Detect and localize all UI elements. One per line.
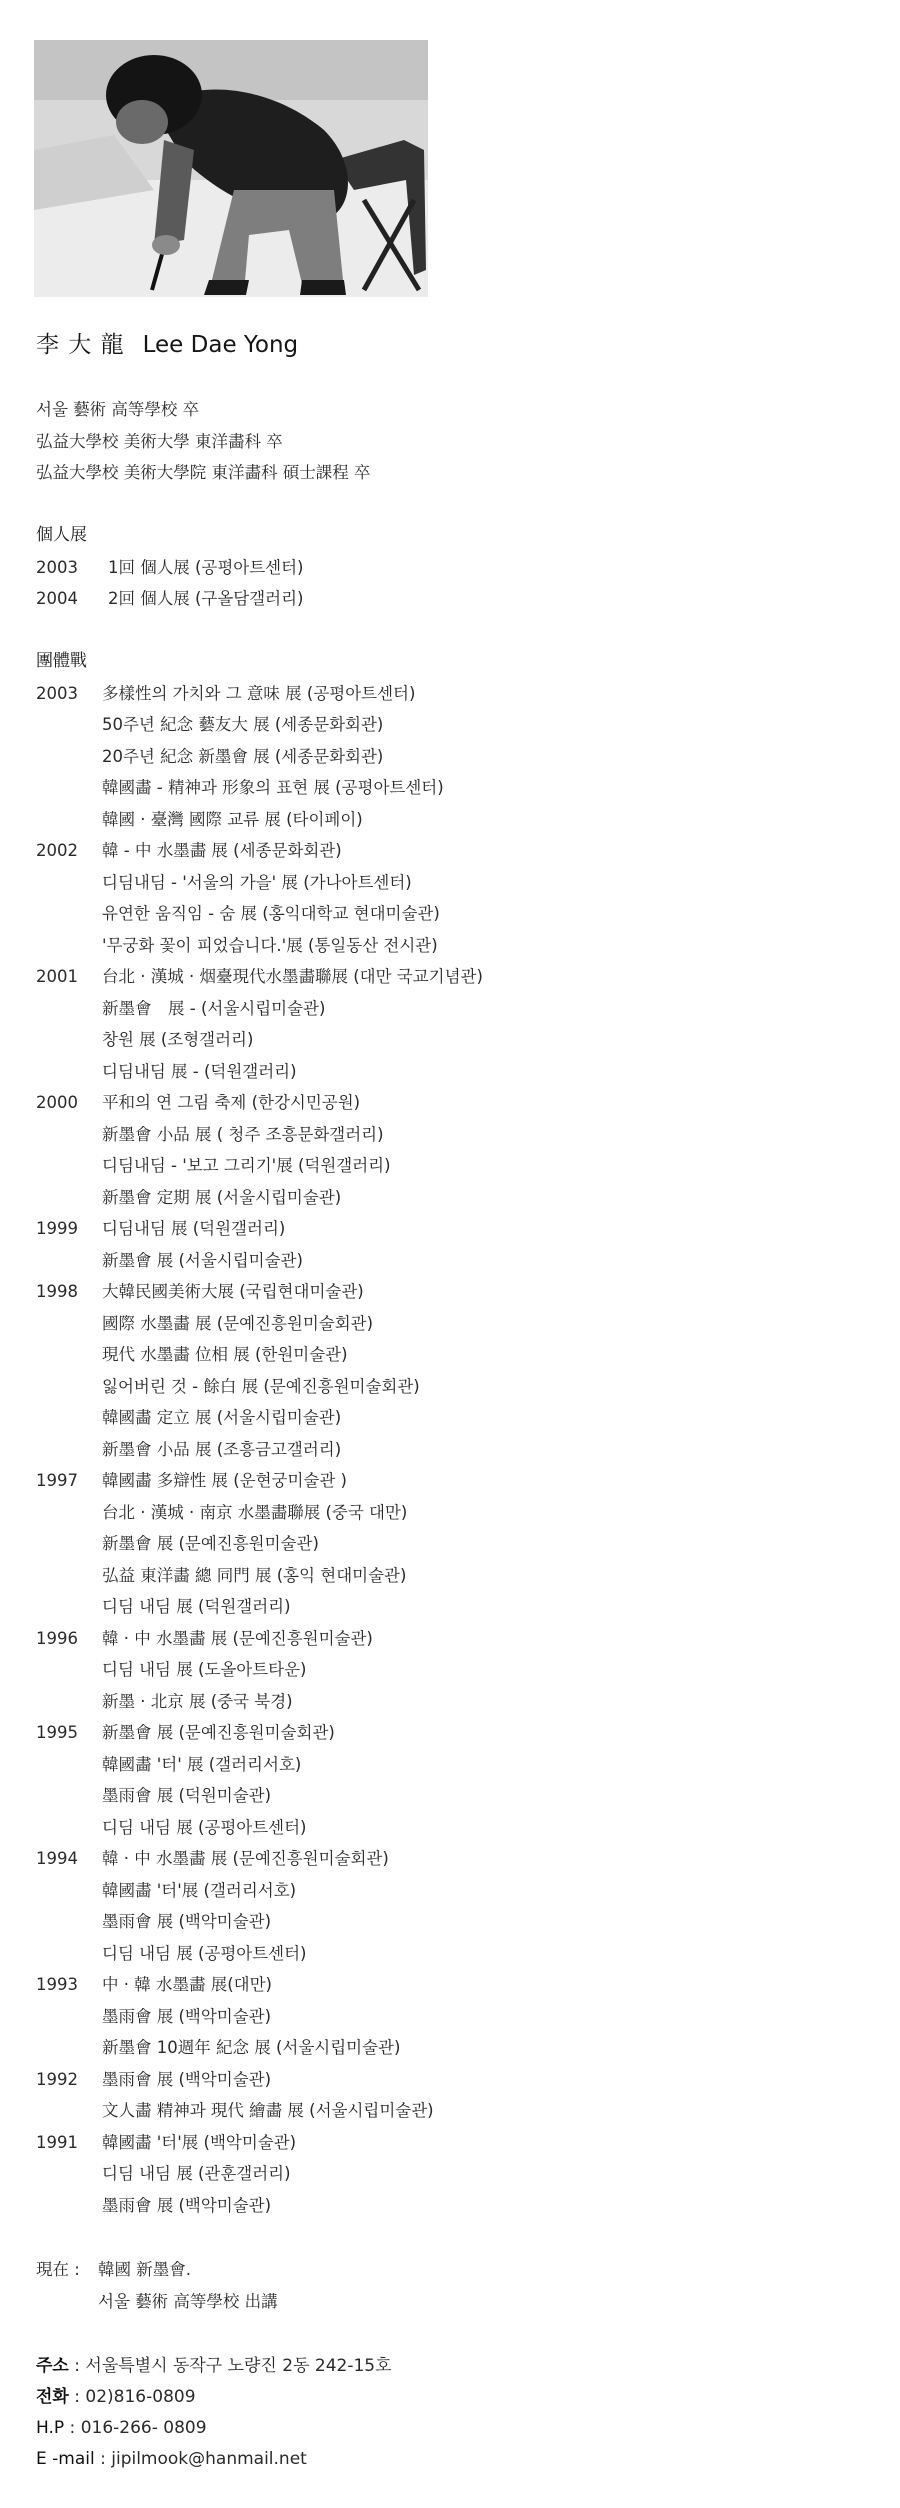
group-text: 韓 - 中 水墨畵 展 (세종문화회관) — [102, 841, 342, 860]
group-row — [36, 1560, 407, 1592]
group-row — [36, 772, 444, 804]
education-list — [36, 394, 370, 489]
group-row — [36, 1717, 335, 1749]
group-text: 平和의 연 그림 축제 (한강시민공원) — [102, 1093, 361, 1112]
group-text: 디딤 내딤 展 (관훈갤러리) — [102, 2164, 291, 2183]
group-row — [36, 1528, 319, 1560]
phone-value: 02)816-0809 — [85, 2387, 196, 2407]
group-text: 新墨會 展 - (서울시립미술관) — [102, 998, 326, 1018]
group-row — [36, 1623, 373, 1655]
group-text: 韓 · 中 水墨畵 展 (문예진흥원미술관) — [102, 1628, 373, 1648]
group-text: 20주년 紀念 新墨會 展 (세종문화회관) — [102, 746, 384, 766]
email-label: E -mail — [36, 2449, 95, 2469]
group-row — [36, 2032, 401, 2064]
contact-phone: 전화 : 02)816-0809 — [36, 2387, 196, 2407]
solo-year: 2003 — [36, 557, 78, 577]
group-row — [36, 1056, 297, 1088]
group-text: 新墨會 展 (문예진흥원미술관) — [102, 1534, 319, 1553]
contact-email: E -mail : jipilmook@hanmail.net — [36, 2449, 307, 2469]
group-row — [36, 1339, 348, 1371]
group-year: 2002 — [36, 841, 78, 860]
group-text: 디딤내딤 展 (덕원갤러리) — [102, 1219, 286, 1238]
group-row — [36, 1119, 384, 1151]
group-text: 多樣性의 가치와 그 意味 展 (공평아트센터) — [102, 683, 416, 703]
group-text: 韓國畵 '터'展 (백악미술관) — [102, 2132, 297, 2152]
education-item: 弘益大學校 美術大學 東洋畵科 卒 — [36, 431, 283, 451]
group-row — [36, 1812, 307, 1844]
solo-exhibitions — [36, 520, 304, 615]
group-text: 弘益 東洋畵 總 同門 展 (홍익 현대미술관) — [102, 1565, 407, 1585]
name-english: Lee Dae Yong — [142, 332, 299, 358]
group-text: 韓 · 中 水墨畵 展 (문예진흥원미술회관) — [102, 1849, 389, 1868]
solo-year: 2004 — [36, 589, 78, 608]
group-text: 디딤 내딤 展 (덕원갤러리) — [102, 1597, 291, 1616]
group-text: 國際 水墨畵 展 (문예진흥원미술회관) — [102, 1313, 374, 1333]
group-year: 1991 — [36, 2132, 78, 2152]
group-text: 墨雨會 展 (백악미술관) — [102, 2195, 272, 2215]
group-text: 디딤 내딤 展 (공평아트센터) — [102, 1943, 307, 1963]
group-year: 2003 — [36, 683, 78, 703]
group-row — [36, 1245, 303, 1277]
group-text: 디딤 내딤 展 (공평아트센터) — [102, 1817, 307, 1837]
solo-text: 1回 個人展 (공평아트센터) — [108, 557, 304, 577]
group-row — [36, 1749, 302, 1781]
group-text: 韓國畵 '터'展 (갤러리서호) — [102, 1880, 297, 1900]
group-row — [36, 2190, 272, 2222]
group-text: 韓國畵 - 精神과 形象의 표현 展 (공평아트센터) — [102, 778, 444, 797]
group-row — [36, 1434, 342, 1466]
group-text: 50주년 紀念 藝友大 展 (세종문화회관) — [102, 715, 384, 734]
hp-value: 016-266- 0809 — [80, 2418, 207, 2438]
group-text: 韓國畵 '터' 展 (갤러리서호) — [102, 1754, 302, 1774]
group-row — [36, 2095, 434, 2127]
group-year: 1997 — [36, 1471, 78, 1490]
group-text: 新墨會 展 (서울시립미술관) — [102, 1250, 303, 1270]
artist-name — [36, 326, 298, 359]
education-item: 서울 藝術 高等學校 卒 — [36, 400, 200, 419]
current-line: 서울 藝術 高等學校 出講 — [98, 2291, 278, 2311]
group-text: 中 · 韓 水墨畵 展(대만) — [102, 1975, 272, 1994]
contact-info — [36, 2351, 392, 2475]
artist-photo-illustration — [34, 40, 428, 297]
group-row — [36, 1371, 420, 1403]
group-text: 大韓民國美術大展 (국립현대미술관) — [102, 1282, 364, 1301]
group-year: 1994 — [36, 1849, 78, 1868]
group-text: 디딤내딤 - '서울의 가을' 展 (가나아트센터) — [102, 872, 412, 892]
name-hanja: 李 大 龍 — [36, 332, 125, 358]
group-text: 墨雨會 展 (백악미술관) — [102, 1912, 272, 1931]
group-text: 墨雨會 展 (백악미술관) — [102, 2006, 272, 2026]
group-row — [36, 1276, 364, 1308]
group-row — [36, 1591, 291, 1623]
group-year: 1996 — [36, 1628, 78, 1648]
group-text: 墨雨會 展 (덕원미술관) — [102, 1786, 272, 1805]
artist-photo — [34, 40, 428, 297]
group-text: 디딤 내딤 展 (도올아트타운) — [102, 1660, 307, 1679]
group-text: 디딤내딤 展 - (덕원갤러리) — [102, 1061, 297, 1081]
group-row — [36, 2064, 272, 2096]
group-row — [36, 1654, 307, 1686]
group-text: 墨雨會 展 (백악미술관) — [102, 2069, 272, 2089]
group-rows — [36, 678, 483, 2222]
hp-label: H.P — [36, 2418, 65, 2438]
group-row — [36, 1843, 389, 1875]
group-text: '무궁화 꽃이 피었습니다.'展 (통일동산 전시관) — [102, 935, 438, 955]
group-row — [36, 1465, 347, 1497]
group-year: 1998 — [36, 1282, 78, 1301]
contact-address: 주소 : 서울특별시 동작구 노량진 2동 242-15호 — [36, 2356, 392, 2376]
phone-label: 전화 — [36, 2387, 69, 2407]
group-text: 유연한 움직임 - 숨 展 (홍익대학교 현대미술관) — [102, 904, 440, 923]
group-row — [36, 1150, 391, 1182]
group-row — [36, 930, 438, 962]
group-row — [36, 804, 363, 836]
solo-heading: 個人展 — [36, 525, 87, 545]
group-text: 新墨 · 北京 展 (중국 북경) — [102, 1691, 293, 1711]
group-year: 1992 — [36, 2069, 78, 2089]
group-text: 新墨會 展 (문예진흥원미술회관) — [102, 1723, 335, 1742]
group-row — [36, 867, 412, 899]
group-year: 1993 — [36, 1975, 78, 1994]
group-text: 現代 水墨畵 位相 展 (한원미술관) — [102, 1345, 348, 1364]
group-text: 新墨會 10週年 紀念 展 (서울시립미술관) — [102, 2038, 401, 2057]
address-value: 서울특별시 동작구 노량진 2동 242-15호 — [85, 2356, 392, 2376]
group-text: 文人畵 精神과 現代 繪畵 展 (서울시립미술관) — [102, 2101, 434, 2120]
group-text: 韓國畵 定立 展 (서울시립미술관) — [102, 1408, 342, 1427]
group-row — [36, 1402, 342, 1434]
current-label: 現在 : — [36, 2260, 80, 2279]
solo-row — [36, 583, 304, 615]
group-heading: 團體戰 — [36, 651, 87, 671]
address-label: 주소 — [36, 2356, 69, 2376]
group-row — [36, 1969, 272, 2001]
group-row — [36, 1938, 307, 1970]
group-text: 디딤내딤 - '보고 그리기'展 (덕원갤러리) — [102, 1156, 391, 1175]
group-exhibitions — [36, 646, 483, 2221]
group-text: 창원 展 (조형갤러리) — [102, 1030, 254, 1049]
group-row — [36, 2127, 297, 2159]
group-text: 新墨會 定期 展 (서울시립미술관) — [102, 1187, 342, 1207]
group-text: 韓國畵 多辯性 展 (운현궁미술관 ) — [102, 1471, 347, 1490]
group-row — [36, 709, 384, 741]
group-row — [36, 1906, 272, 1938]
group-text: 台北 · 漢城 · 南京 水墨畵聯展 (중국 대만) — [102, 1502, 408, 1522]
email-value: jipilmook@hanmail.net — [111, 2449, 307, 2469]
group-text: 新墨會 小品 展 (조흥금고갤러리) — [102, 1439, 342, 1459]
group-row — [36, 2001, 272, 2033]
group-year: 2001 — [36, 967, 78, 986]
group-text: 台北 · 漢城 · 烟臺現代水墨畵聯展 (대만 국교기념관) — [102, 967, 483, 986]
group-row — [36, 1024, 254, 1056]
group-row — [36, 1182, 342, 1214]
group-year: 1995 — [36, 1723, 78, 1742]
group-row — [36, 1087, 361, 1119]
group-row — [36, 835, 342, 867]
group-row — [36, 678, 416, 710]
group-row — [36, 2158, 291, 2190]
group-row — [36, 993, 326, 1025]
solo-text: 2回 個人展 (구올담갤러리) — [108, 589, 304, 608]
group-row — [36, 1875, 297, 1907]
contact-hp: H.P : 016-266- 0809 — [36, 2418, 207, 2438]
group-row — [36, 1497, 408, 1529]
group-row — [36, 741, 384, 773]
group-row — [36, 1686, 293, 1718]
education-item: 弘益大學校 美術大學院 東洋畵科 碩士課程 卒 — [36, 463, 371, 482]
solo-row — [36, 552, 304, 584]
group-text: 韓國 · 臺灣 國際 교류 展 (타이페이) — [102, 809, 363, 829]
group-row — [36, 1213, 286, 1245]
group-row — [36, 1308, 374, 1340]
group-text: 新墨會 小品 展 ( 청주 조흥문화갤러리) — [102, 1124, 384, 1144]
group-row — [36, 961, 483, 993]
group-row — [36, 1780, 272, 1812]
group-row — [36, 898, 440, 930]
group-year: 2000 — [36, 1093, 78, 1112]
group-year: 1999 — [36, 1219, 78, 1238]
group-text: 잃어버린 것 - 餘白 展 (문예진흥원미술회관) — [102, 1376, 420, 1396]
current-line: 韓國 新墨會. — [98, 2260, 191, 2279]
